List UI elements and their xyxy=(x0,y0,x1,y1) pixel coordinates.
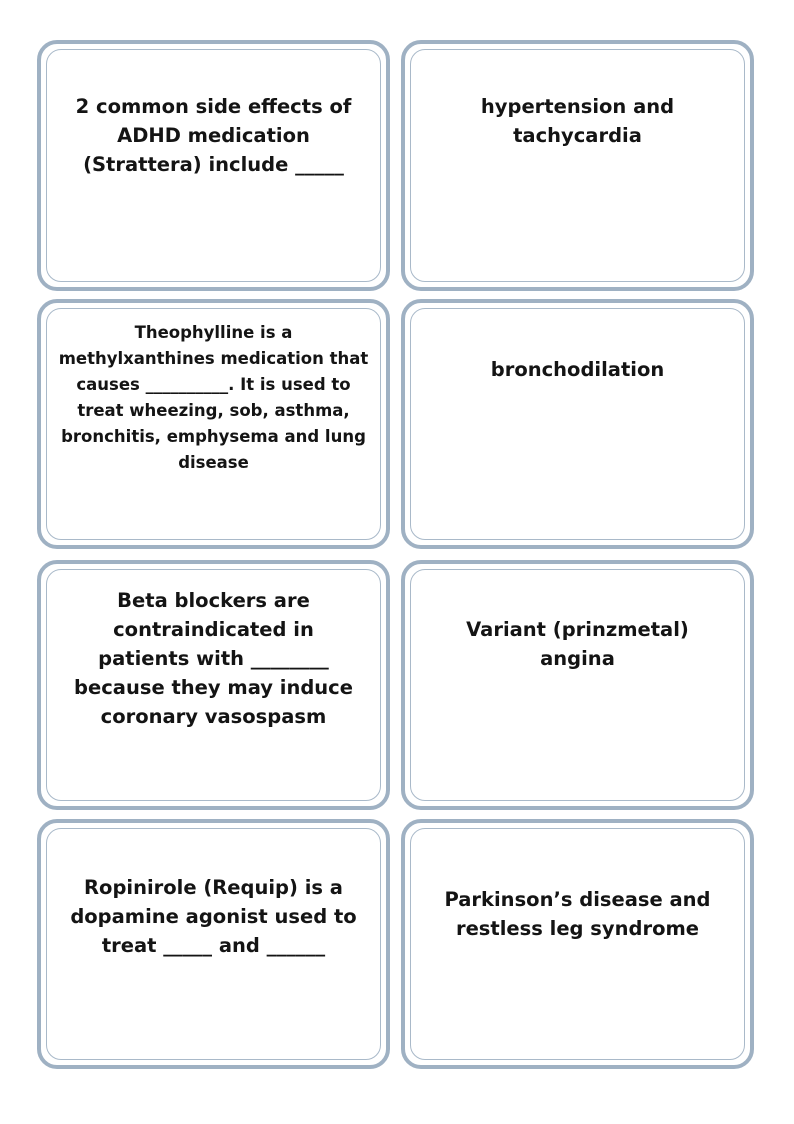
card-answer-text: Variant (prinzmetal) angina xyxy=(466,618,689,670)
flashcard-front-1 xyxy=(37,40,390,291)
flashcard-front-3 xyxy=(37,560,390,810)
card-question-text: 2 common side effects of ADHD medication (Strattera) include _____ xyxy=(75,95,352,176)
card-question-text: Ropinirole (Requip) is a dopamine agonist used to treat _____ and ______ xyxy=(70,876,357,957)
card-inner-border xyxy=(410,308,745,540)
card-question-text: Beta blockers are contraindicated in patients with ________ because they may induce coronary vasospasm xyxy=(74,589,353,728)
card-inner-border xyxy=(410,828,745,1060)
flashcard-back-4 xyxy=(401,819,754,1069)
flashcard-front-4 xyxy=(37,819,390,1069)
card-answer-text: hypertension and tachycardia xyxy=(480,95,675,147)
card-answer-text: Parkinson’s disease and restless leg syndrome xyxy=(444,888,711,940)
card-inner-border xyxy=(410,49,745,282)
card-inner-border xyxy=(410,569,745,801)
flashcard-front-2 xyxy=(37,299,390,549)
card-answer-text: bronchodilation xyxy=(490,358,665,381)
card-question-text: Theophylline is a methylxanthines medication that causes __________. It is used to treat wheezing, sob, asthma, bronchitis, emphysema and lung disease xyxy=(58,323,369,472)
flashcard-back-3 xyxy=(401,560,754,810)
flashcard-back-1 xyxy=(401,40,754,291)
flashcard-back-2 xyxy=(401,299,754,549)
